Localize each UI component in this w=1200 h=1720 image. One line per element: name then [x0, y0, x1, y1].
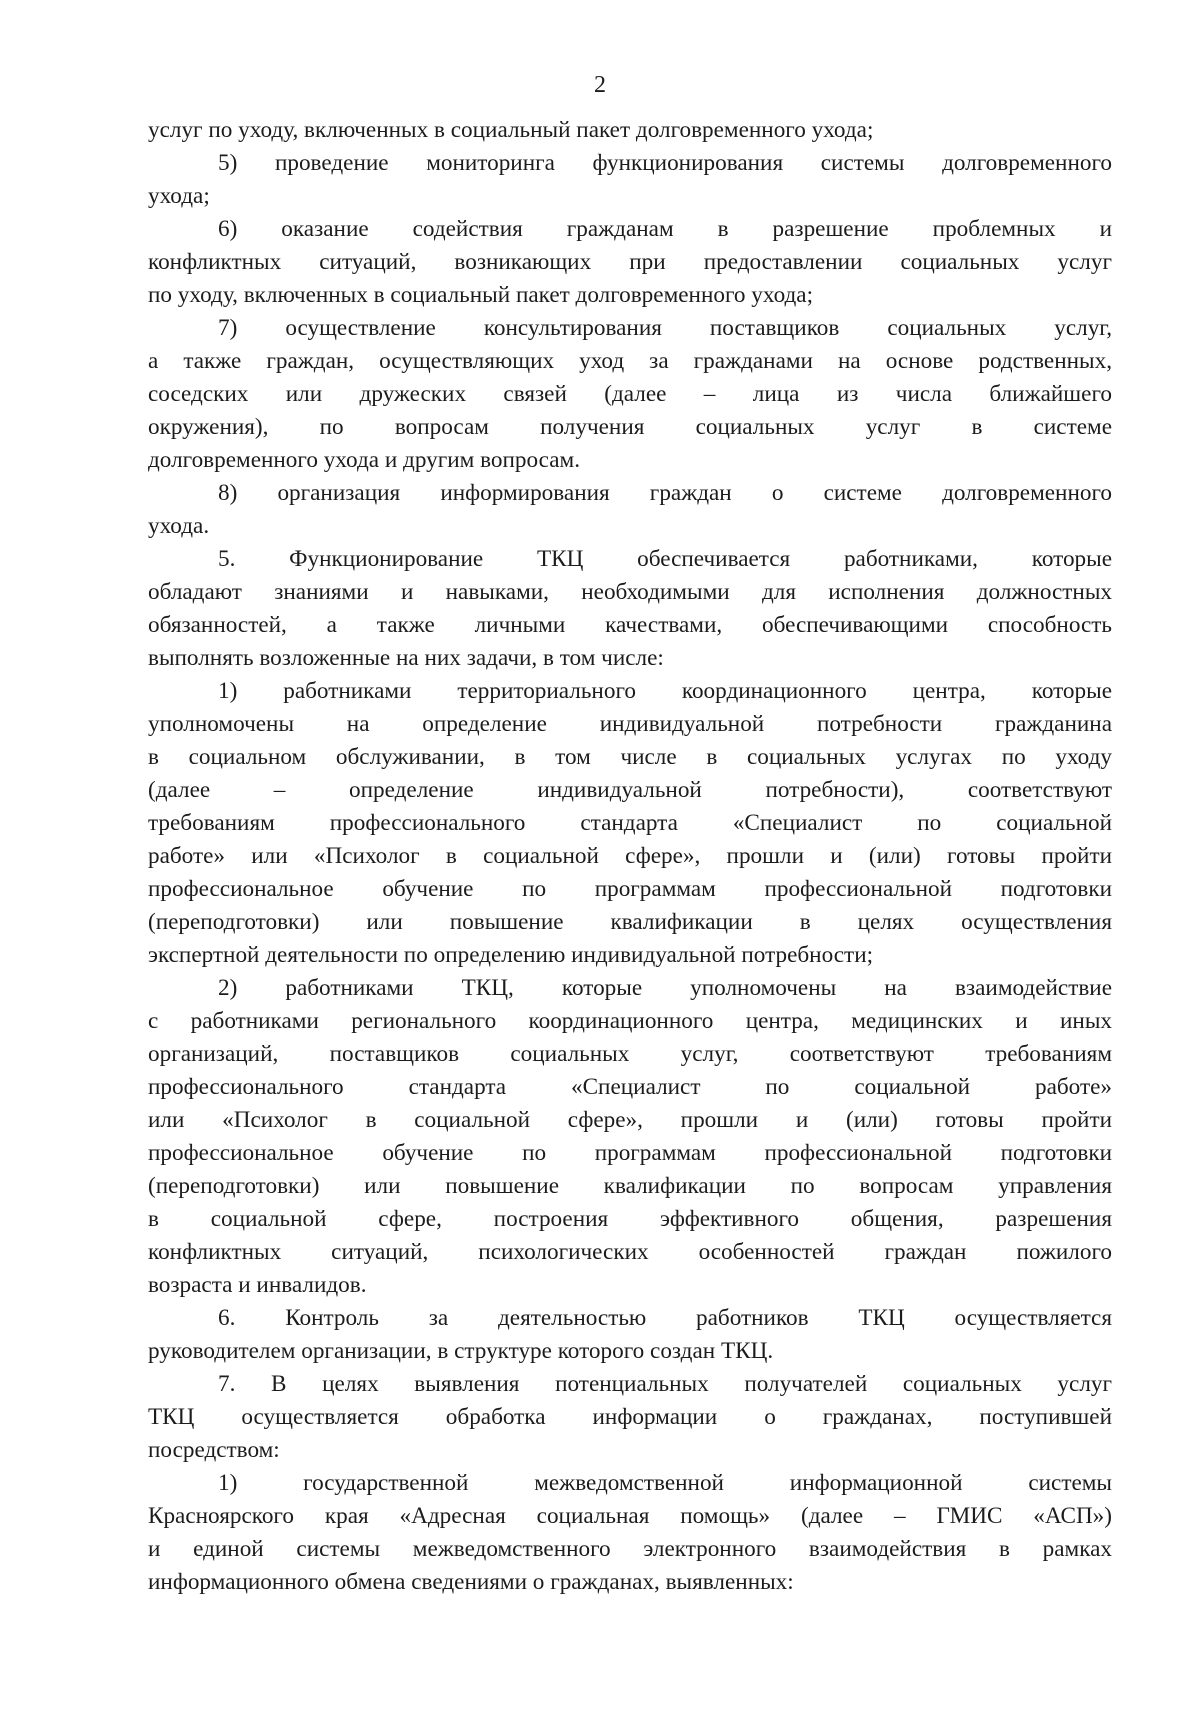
text-line: 5. Функционирование ТКЦ обеспечивается работниками, которые — [218, 546, 1112, 572]
text-line: 1) государственной межведомственной информационной системы — [218, 1470, 1112, 1496]
paragraph-item-6 — [148, 213, 1112, 312]
text-line: посредством: — [148, 1437, 280, 1463]
text-line: в социальном обслуживании, в том числе в социальных услугах по уходу — [148, 744, 1112, 770]
text-line: ТКЦ осуществляется обработка информации о гражданах, поступившей — [148, 1404, 1112, 1430]
text-line: 1) работниками территориального координационного центра, которые — [218, 678, 1112, 704]
text-line: и единой системы межведомственного электронного взаимодействия в рамках — [148, 1536, 1112, 1562]
paragraph-section-5-1 — [148, 675, 1112, 972]
text-line: Красноярского края «Адресная социальная помощь» (далее – ГМИС «АСП») — [148, 1503, 1112, 1529]
paragraph-section-6 — [148, 1302, 1112, 1368]
text-line: возраста и инвалидов. — [148, 1272, 367, 1298]
text-line: 7. В целях выявления потенциальных получателей социальных услуг — [218, 1371, 1112, 1397]
text-line: организаций, поставщиков социальных услуг, соответствуют требованиям — [148, 1041, 1112, 1067]
text-line: профессиональное обучение по программам профессиональной подготовки — [148, 1140, 1112, 1166]
text-line: 6) оказание содействия гражданам в разрешение проблемных и — [218, 216, 1112, 242]
text-line: уполномочены на определение индивидуальной потребности гражданина — [148, 711, 1112, 737]
text-line: окружения), по вопросам получения социальных услуг в системе — [148, 414, 1112, 440]
text-line: по уходу, включенных в социальный пакет долговременного ухода; — [148, 282, 814, 308]
text-line: информационного обмена сведениями о гражданах, выявленных: — [148, 1569, 794, 1595]
text-line: руководителем организации, в структуре которого создан ТКЦ. — [148, 1338, 774, 1364]
text-line: ухода; — [148, 183, 210, 209]
paragraph-section-7 — [148, 1368, 1112, 1467]
text-line: конфликтных ситуаций, психологических особенностей граждан пожилого — [148, 1239, 1112, 1265]
text-line: профессионального стандарта «Специалист по социальной работе» — [148, 1074, 1112, 1100]
text-line: долговременного ухода и другим вопросам. — [148, 447, 581, 473]
paragraph-item-8 — [148, 477, 1112, 543]
text-line: в социальной сфере, построения эффективного общения, разрешения — [148, 1206, 1112, 1232]
text-line: а также граждан, осуществляющих уход за гражданами на основе родственных, — [148, 348, 1112, 374]
paragraph-section-7-1 — [148, 1467, 1112, 1599]
text-line: конфликтных ситуаций, возникающих при предоставлении социальных услуг — [148, 249, 1112, 275]
text-line: ухода. — [148, 513, 210, 539]
text-line: (далее – определение индивидуальной потребности), соответствуют — [148, 777, 1112, 803]
text-line: 5) проведение мониторинга функционирования системы долговременного — [218, 150, 1112, 176]
text-line: работе» или «Психолог в социальной сфере», прошли и (или) готовы пройти — [148, 843, 1112, 869]
text-line: услуг по уходу, включенных в социальный пакет долговременного ухода; — [148, 117, 874, 143]
text-line: обязанностей, а также личными качествами, обеспечивающими способность — [148, 612, 1112, 638]
paragraph-section-5 — [148, 543, 1112, 675]
text-line: соседских или дружеских связей (далее – лица из числа ближайшего — [148, 381, 1112, 407]
text-line: экспертной деятельности по определению индивидуальной потребности; — [148, 942, 874, 968]
text-line: 6. Контроль за деятельностью работников ТКЦ осуществляется — [218, 1305, 1112, 1331]
paragraph-item-7 — [148, 312, 1112, 477]
paragraph-section-5-2 — [148, 972, 1112, 1302]
document-body — [148, 114, 1112, 1599]
text-line: (переподготовки) или повышение квалификации в целях осуществления — [148, 909, 1112, 935]
text-line: 2) работниками ТКЦ, которые уполномочены на взаимодействие — [218, 975, 1112, 1001]
paragraph-item-5 — [148, 147, 1112, 213]
text-line: требованиям профессионального стандарта «Специалист по социальной — [148, 810, 1112, 836]
text-line: 7) осуществление консультирования поставщиков социальных услуг, — [218, 315, 1112, 341]
paragraph-intro-tail — [148, 114, 1112, 147]
text-line: 8) организация информирования граждан о системе долговременного — [218, 480, 1112, 506]
page-number: 2 — [594, 72, 606, 98]
text-line: обладают знаниями и навыками, необходимыми для исполнения должностных — [148, 579, 1112, 605]
text-line: профессиональное обучение по программам профессиональной подготовки — [148, 876, 1112, 902]
text-line: выполнять возложенные на них задачи, в том числе: — [148, 645, 664, 671]
text-line: с работниками регионального координационного центра, медицинских и иных — [148, 1008, 1112, 1034]
text-line: (переподготовки) или повышение квалификации по вопросам управления — [148, 1173, 1112, 1199]
text-line: или «Психолог в социальной сфере», прошли и (или) готовы пройти — [148, 1107, 1112, 1133]
